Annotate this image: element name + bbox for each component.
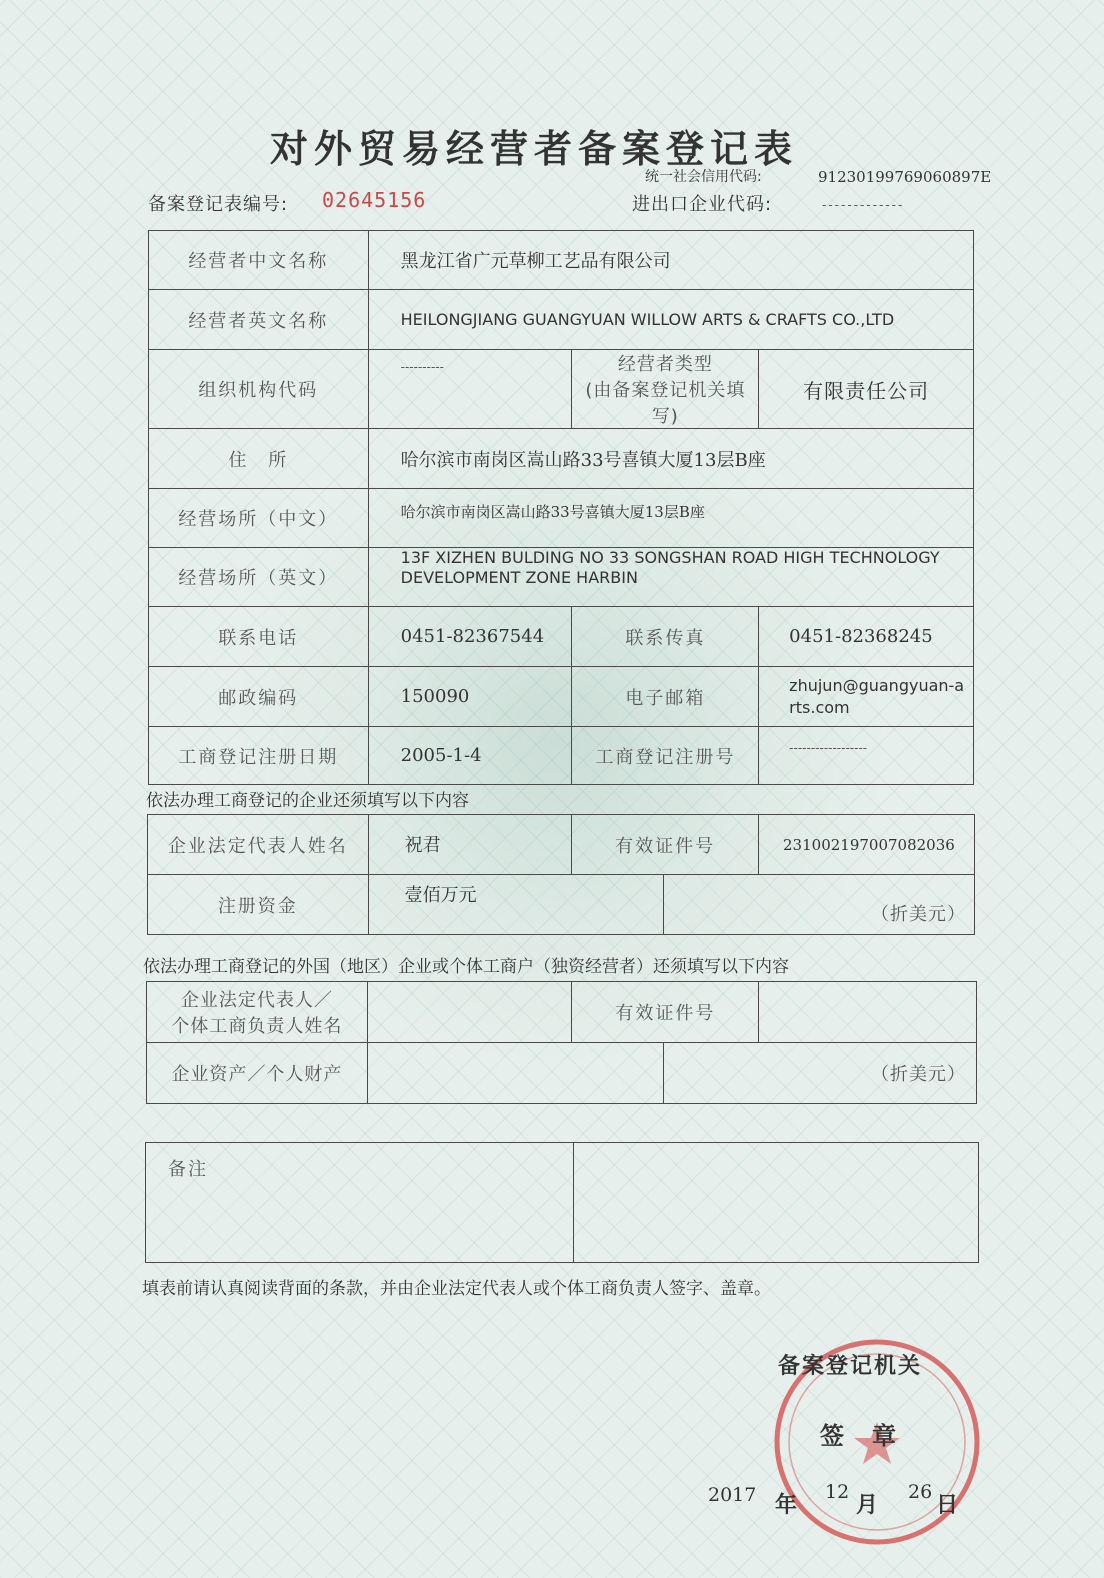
assets-usd-note: （折美元） — [871, 1064, 966, 1085]
foreign-rep-label-2: 个体工商负责人姓名 — [171, 1016, 343, 1037]
regdate-value: 2005-1-4 — [400, 745, 482, 766]
assets-value-cell — [367, 1043, 664, 1104]
place-en-value: 13F XIZHEN BULDING NO 33 SONGSHAN ROAD HIGH TECHNOLOGY DEVELOPMENT ZONE HARBIN — [400, 548, 940, 587]
legal-rep-label: 企业法定代表人姓名 — [148, 815, 369, 875]
credit-code-label: 统一社会信用代码: — [645, 169, 762, 185]
capital-value: 壹佰万元 — [404, 885, 477, 906]
address-label: 住 所 — [149, 429, 369, 489]
place-en-label: 经营场所（英文） — [149, 548, 369, 607]
date-year-unit: 年 — [775, 1493, 798, 1518]
place-cn-value: 哈尔滨市南岗区嵩山路33号喜镇大厦13层B座 — [400, 503, 705, 521]
remarks-label: 备注 — [168, 1159, 208, 1180]
name-cn-value: 黑龙江省广元草柳工艺品有限公司 — [400, 251, 671, 272]
name-cn-label: 经营者中文名称 — [149, 231, 369, 290]
io-code-value: ------------- — [822, 198, 905, 212]
date-day-unit: 日 — [936, 1493, 959, 1518]
regdate-label: 工商登记注册日期 — [149, 727, 369, 785]
legal-rep-value: 祝君 — [404, 835, 441, 856]
footer-instruction: 填表前请认真阅读背面的条款，并由企业法定代表人或个体工商负责人签字、盖章。 — [142, 1279, 771, 1299]
email-value: zhujun@guangyuan-arts.com — [789, 675, 965, 717]
io-code-label: 进出口企业代码: — [632, 194, 773, 215]
reg-no-value: 02645156 — [322, 188, 427, 212]
id-label: 有效证件号 — [572, 815, 759, 875]
zip-value: 150090 — [400, 686, 470, 707]
foreign-rep-value-cell — [367, 982, 572, 1043]
name-en-value: HEILONGJIANG GUANGYUAN WILLOW ARTS & CRAFTS CO.,LTD — [400, 310, 895, 329]
date-year: 2017 — [708, 1484, 757, 1506]
remarks-table — [145, 1142, 979, 1263]
type-label-2: (由备案登记机关填写) — [585, 380, 746, 427]
phone-label: 联系电话 — [149, 607, 369, 667]
email-label: 电子邮箱 — [572, 667, 759, 727]
capital-label: 注册资金 — [148, 875, 369, 935]
foreign-id-label: 有效证件号 — [572, 982, 759, 1043]
id-value: 231002197007082036 — [783, 836, 955, 854]
foreign-rep-table — [146, 981, 977, 1104]
address-value: 哈尔滨市南岗区嵩山路33号喜镇大厦13层B座 — [400, 449, 766, 471]
date-month-unit: 月 — [856, 1493, 879, 1518]
name-en-label: 经营者英文名称 — [149, 290, 369, 350]
phone-value: 0451-82367544 — [400, 626, 545, 647]
authority-label: 备案登记机关 — [778, 1354, 923, 1379]
type-value: 有限责任公司 — [803, 378, 930, 403]
type-label-1: 经营者类型 — [617, 354, 713, 375]
regnum-value: ------------------ — [789, 741, 868, 755]
fax-value: 0451-82368245 — [789, 626, 933, 647]
regnum-label: 工商登记注册号 — [572, 727, 759, 785]
section3-heading: 依法办理工商登记的外国（地区）企业或个体工商户（独资经营者）还须填写以下内容 — [143, 957, 789, 977]
seal-label: 签 章 — [820, 1422, 898, 1450]
company-rep-table — [147, 814, 975, 935]
fax-label: 联系传真 — [572, 607, 759, 667]
capital-usd-note: （折美元） — [871, 904, 966, 925]
zip-label: 邮政编码 — [149, 667, 369, 727]
foreign-id-value-cell — [759, 982, 977, 1043]
credit-code-value: 91230199769060897E — [818, 168, 992, 186]
remarks-right-cell — [573, 1143, 979, 1263]
date-month: 12 — [825, 1481, 850, 1503]
foreign-rep-label-1: 企业法定代表人／ — [180, 990, 333, 1011]
assets-label: 企业资产／个人财产 — [147, 1043, 368, 1104]
place-cn-label: 经营场所（中文） — [149, 489, 369, 548]
document-title: 对外贸易经营者备案登记表 — [270, 126, 799, 171]
reg-no-label: 备案登记表编号: — [148, 194, 289, 215]
section2-heading: 依法办理工商登记的企业还须填写以下内容 — [146, 791, 469, 811]
main-info-table — [148, 230, 974, 785]
org-code-label: 组织机构代码 — [149, 350, 369, 429]
org-code-value: ---------- — [400, 360, 444, 374]
date-day: 26 — [908, 1481, 933, 1503]
